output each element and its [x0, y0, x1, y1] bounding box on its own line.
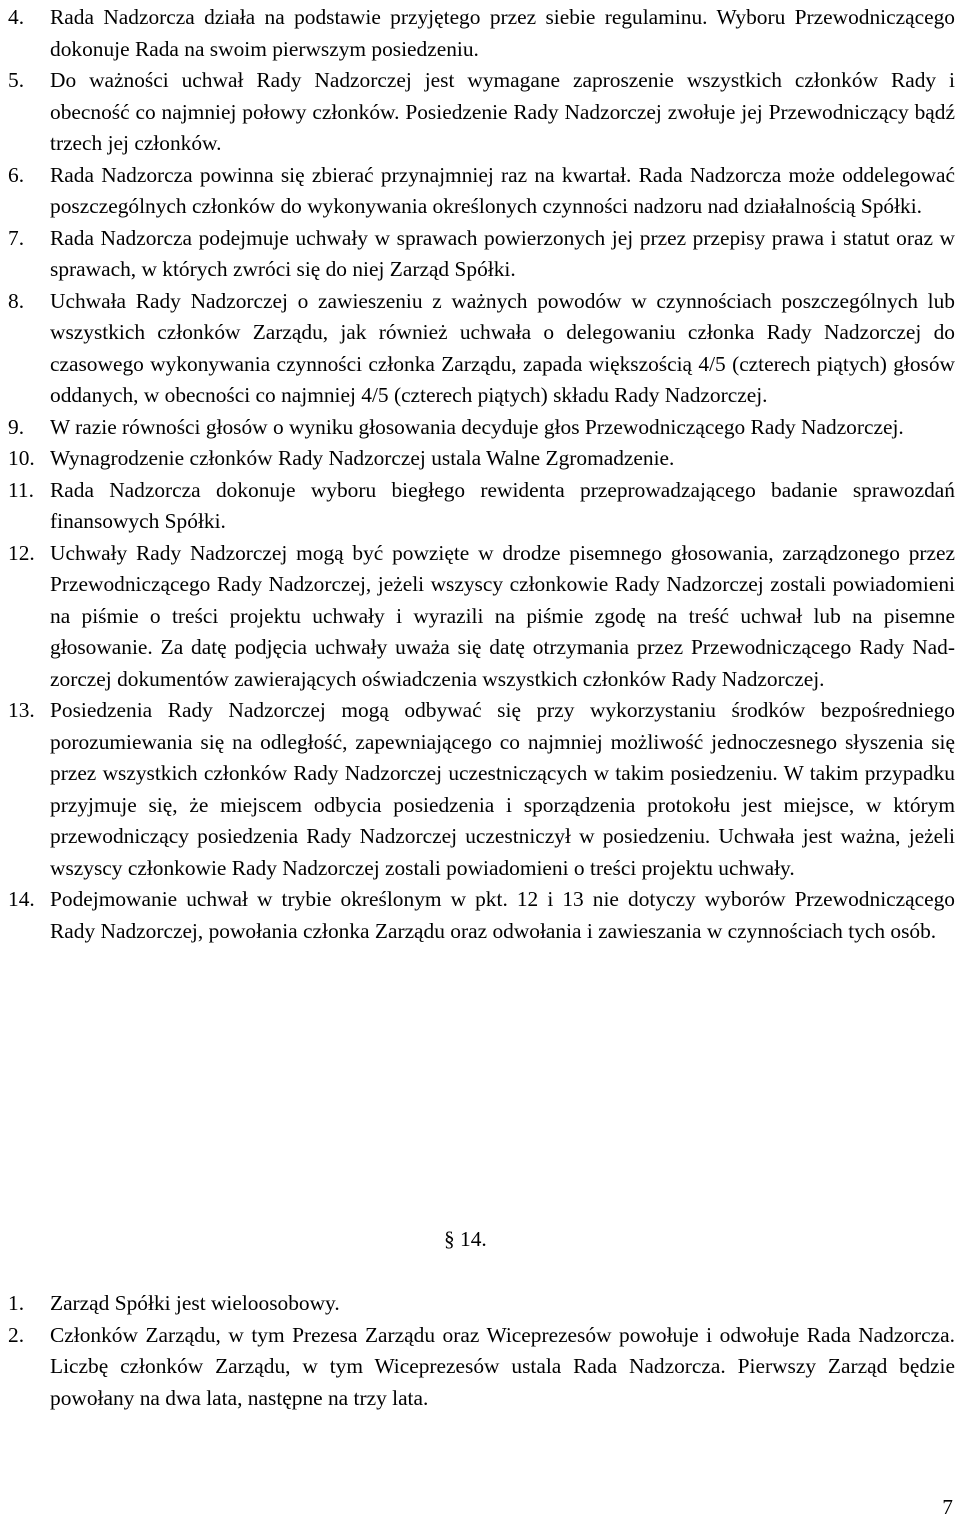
zarzad-list — [8, 1288, 955, 1414]
item-number: 5. — [8, 68, 25, 92]
list-item — [8, 2, 955, 65]
item-number: 7. — [8, 225, 25, 250]
item-text: Podejmowanie uchwał w trybie określonym w pkt. 12 i 13 nie dotyczy wyborów Przewodniczącego Rady Nadzorczej, powołania członka Zarządu oraz odwołania i zawieszania w czynnościach tych osób. — [50, 887, 955, 943]
list-item — [8, 1288, 955, 1320]
item-number: 1. — [8, 1291, 25, 1315]
item-number: 8. — [8, 288, 25, 313]
list-item — [8, 65, 955, 160]
section-heading: § 14. — [444, 1227, 487, 1251]
item-number: 2. — [8, 1322, 25, 1347]
item-text: Rada Nadzorcza działa na podstawie przyjętego przez siebie regulaminu. Wyboru Przewodniczącego dokonuje Rada na swoim pierwszym posiedzeniu. — [50, 5, 955, 61]
item-number: 11. — [8, 477, 34, 502]
item-text: Rada Nadzorcza dokonuje wyboru biegłego rewidenta przeprowadzającego badanie sprawozdań finansowych Spółki. — [50, 477, 955, 533]
item-number: 4. — [8, 5, 25, 29]
list-item — [8, 443, 955, 475]
item-text: Rada Nadzorcza powinna się zbierać przynajmniej raz na kwartał. Rada Nadzorcza może oddelegować poszczególnych członków do wykonywania określonych czynności nadzoru nad działalnością Spółki. — [50, 162, 955, 218]
item-text: Wynagrodzenie członków Rady Nadzorczej ustala Walne Zgromadzenie. — [50, 446, 675, 470]
item-number: 10. — [8, 446, 35, 470]
list-item — [8, 538, 955, 696]
item-number: 12. — [8, 540, 35, 565]
item-text: Uchwały Rady Nadzorczej mogą być powzięte w drodze pisemnego głosowania, zarządzonego przez Przewodniczącego Rady Nadzorczej, jeżeli wszyscy członkowie Rady Nadzorczej zostali powiadomieni na piśmie o treści projektu uchwały i wyrazili na piśmie zgodę na treść uchwał lub na pisemne głosowanie. Za datę podjęcia uchwały uważa się datę otrzymania przez Przewodniczącego Rady Nadzorczej dokumentów zawierających oświadczenia wszystkich członków Rady Nadzorczej. — [50, 540, 955, 691]
item-text: Zarząd Spółki jest wieloosobowy. — [50, 1291, 340, 1315]
list-item — [8, 412, 955, 444]
item-text: Posiedzenia Rady Nadzorczej mogą odbywać się przy wykorzystaniu środków bezpośredniego porozumiewania się na odległość, zapewniającego co najmniej możliwość jednoczesnego słyszenia się przez wszystkich członków Rady Nadzorczej uczestniczących w takim posiedzeniu. W takim przypadku przyjmuje się, że miejscem odbycia posiedzenia i sporządzenia protokołu jest miejsce, w którym przewodniczący posiedzenia Rady Nadzorczej uczestniczył w posiedzeniu. Uchwała jest ważna, jeżeli wszyscy członkowie Rady Nadzorczej zostali powiadomieni o treści projektu uchwały. — [50, 698, 955, 880]
item-text: Uchwała Rady Nadzorczej o zawieszeniu z ważnych powodów w czynnościach poszczególnych lub wszystkich członków Zarządu, jak również uchwała o delegowaniu członka Rady Nadzorczej do czasowego wykonywania czynności członka Zarządu, zapada większością 4/5 (czterech piątych) głosów oddanych, w obecności co najmniej 4/5 (czterech piątych) składu Rady Nadzorczej. — [50, 288, 955, 407]
item-text: W razie równości głosów o wyniku głosowania decyduje głos Przewodniczącego Rady Nadzorczej. — [50, 414, 904, 439]
page-number: 7 — [942, 1495, 953, 1519]
item-text: Do ważności uchwał Rady Nadzorczej jest wymagane zaproszenie wszystkich członków Rady i obecność co najmniej połowy członków. Posiedzenie Rady Nadzorczej zwołuje jej Przewodniczący bądź trzech jej członków. — [50, 68, 955, 155]
list-item — [8, 884, 955, 947]
item-number: 9. — [8, 414, 25, 439]
item-number: 13. — [8, 698, 35, 722]
list-item — [8, 160, 955, 223]
item-text: Członków Zarządu, w tym Prezesa Zarządu oraz Wiceprezesów powołuje i odwołuje Rada Nadzorcza. Liczbę członków Zarządu, w tym Wiceprezesów ustala Rada Nadzorcza. Pierwszy Zarząd będzie powołany na dwa lata, następne na trzy lata. — [50, 1322, 955, 1410]
item-number: 6. — [8, 162, 25, 187]
item-number: 14. — [8, 887, 35, 911]
item-text: Rada Nadzorcza podejmuje uchwały w sprawach powierzonych jej przez przepisy prawa i statut oraz w sprawach, w których zwróci się do niej Zarząd Spółki. — [50, 225, 955, 281]
list-item — [8, 695, 955, 884]
list-item — [8, 286, 955, 412]
list-item — [8, 1320, 955, 1415]
list-item — [8, 223, 955, 286]
rada-nadzorcza-list — [8, 2, 955, 947]
list-item — [8, 475, 955, 538]
